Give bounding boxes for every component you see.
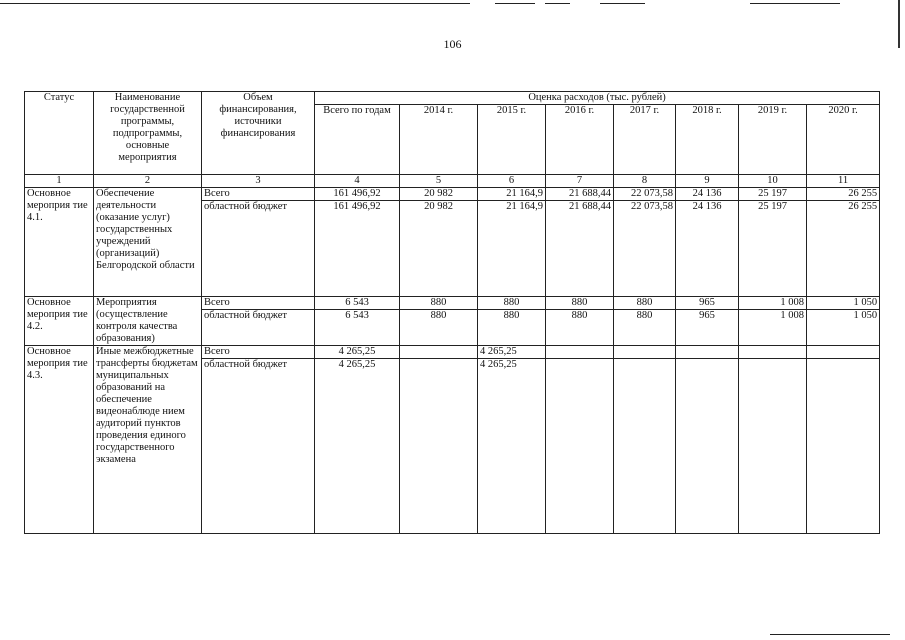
- column-number: 4: [315, 175, 400, 188]
- header-year: 2014 г.: [400, 105, 478, 175]
- header-row: [25, 92, 880, 105]
- column-number: 5: [400, 175, 478, 188]
- table-row: [25, 297, 880, 310]
- column-numbers-row: [25, 175, 880, 188]
- status-cell: Основное мероприя тие 4.1.: [25, 188, 94, 297]
- header-year: 2015 г.: [478, 105, 546, 175]
- value-cell: [400, 346, 478, 359]
- header-total: Всего по годам: [315, 105, 400, 175]
- funding-source-cell: Всего: [202, 297, 315, 310]
- header-year: 2016 г.: [546, 105, 614, 175]
- value-cell: 21 164,9: [478, 201, 546, 297]
- value-cell: 965: [676, 310, 739, 346]
- value-cell: 24 136: [676, 201, 739, 297]
- header-estimate: Оценка расходов (тыс. рублей): [315, 92, 880, 105]
- program-name-cell: Иные межбюджетные трансферты бюджетам муниципальных образований на обеспечение видеонаблюде нием аудиторий пунктов проведения единого государственного экзамена: [94, 346, 202, 534]
- header-year: 2020 г.: [807, 105, 880, 175]
- value-cell: [739, 359, 807, 534]
- value-cell: 21 688,44: [546, 188, 614, 201]
- value-cell: 25 197: [739, 201, 807, 297]
- value-cell: [807, 359, 880, 534]
- header-year: 2019 г.: [739, 105, 807, 175]
- scan-artifact-line: [0, 3, 470, 4]
- program-name-cell: Мероприятия (осуществление контроля качества образования): [94, 297, 202, 346]
- value-cell: 4 265,25: [315, 359, 400, 534]
- value-cell: 20 982: [400, 188, 478, 201]
- value-cell: 4 265,25: [315, 346, 400, 359]
- value-cell: 21 164,9: [478, 188, 546, 201]
- value-cell: 21 688,44: [546, 201, 614, 297]
- value-cell: 26 255: [807, 188, 880, 201]
- scan-artifact-line: [545, 3, 570, 4]
- column-number: 6: [478, 175, 546, 188]
- value-cell: 880: [546, 310, 614, 346]
- column-number: 1: [25, 175, 94, 188]
- value-cell: 1 050: [807, 297, 880, 310]
- page-number: 106: [443, 37, 462, 51]
- value-cell: [676, 346, 739, 359]
- scan-artifact-line: [600, 3, 645, 4]
- value-cell: 22 073,58: [614, 201, 676, 297]
- value-cell: [807, 346, 880, 359]
- value-cell: [546, 346, 614, 359]
- value-cell: 24 136: [676, 188, 739, 201]
- funding-source-cell: Всего: [202, 346, 315, 359]
- value-cell: 20 982: [400, 201, 478, 297]
- value-cell: 4 265,25: [478, 359, 546, 534]
- funding-source-cell: Всего: [202, 188, 315, 201]
- column-number: 8: [614, 175, 676, 188]
- scan-artifact-line: [750, 3, 840, 4]
- value-cell: 965: [676, 297, 739, 310]
- value-cell: 161 496,92: [315, 188, 400, 201]
- value-cell: 1 008: [739, 297, 807, 310]
- value-cell: 26 255: [807, 201, 880, 297]
- value-cell: 880: [614, 310, 676, 346]
- column-number: 2: [94, 175, 202, 188]
- value-cell: 880: [614, 297, 676, 310]
- funding-source-cell: областной бюджет: [202, 310, 315, 346]
- value-cell: 880: [478, 310, 546, 346]
- header-name: Наименование государственной программы, подпрограммы, основные мероприятия: [94, 92, 202, 175]
- value-cell: [614, 359, 676, 534]
- program-name-cell: Обеспечение деятельности (оказание услуг) государственных учреждений (организаций) Белгородской области: [94, 188, 202, 297]
- scan-artifact-line: [495, 3, 535, 4]
- table-row: [25, 188, 880, 201]
- value-cell: 6 543: [315, 297, 400, 310]
- budget-table: [24, 91, 880, 534]
- value-cell: [614, 346, 676, 359]
- value-cell: 880: [400, 310, 478, 346]
- value-cell: [400, 359, 478, 534]
- value-cell: 6 543: [315, 310, 400, 346]
- value-cell: 25 197: [739, 188, 807, 201]
- value-cell: [546, 359, 614, 534]
- value-cell: 1 008: [739, 310, 807, 346]
- value-cell: 161 496,92: [315, 201, 400, 297]
- table-row: [25, 346, 880, 359]
- value-cell: 880: [546, 297, 614, 310]
- value-cell: 4 265,25: [478, 346, 546, 359]
- column-number: 7: [546, 175, 614, 188]
- status-cell: Основное мероприя тие 4.2.: [25, 297, 94, 346]
- column-number: 11: [807, 175, 880, 188]
- value-cell: 880: [400, 297, 478, 310]
- scan-artifact-line: [770, 634, 890, 635]
- funding-source-cell: областной бюджет: [202, 359, 315, 534]
- header-funding: Объем финансирования, источники финансирования: [202, 92, 315, 175]
- header-year: 2018 г.: [676, 105, 739, 175]
- value-cell: 1 050: [807, 310, 880, 346]
- value-cell: [739, 346, 807, 359]
- column-number: 10: [739, 175, 807, 188]
- column-number: 3: [202, 175, 315, 188]
- funding-source-cell: областной бюджет: [202, 201, 315, 297]
- status-cell: Основное мероприя тие 4.3.: [25, 346, 94, 534]
- value-cell: 22 073,58: [614, 188, 676, 201]
- column-number: 9: [676, 175, 739, 188]
- header-status: Статус: [25, 92, 94, 175]
- value-cell: [676, 359, 739, 534]
- header-year: 2017 г.: [614, 105, 676, 175]
- value-cell: 880: [478, 297, 546, 310]
